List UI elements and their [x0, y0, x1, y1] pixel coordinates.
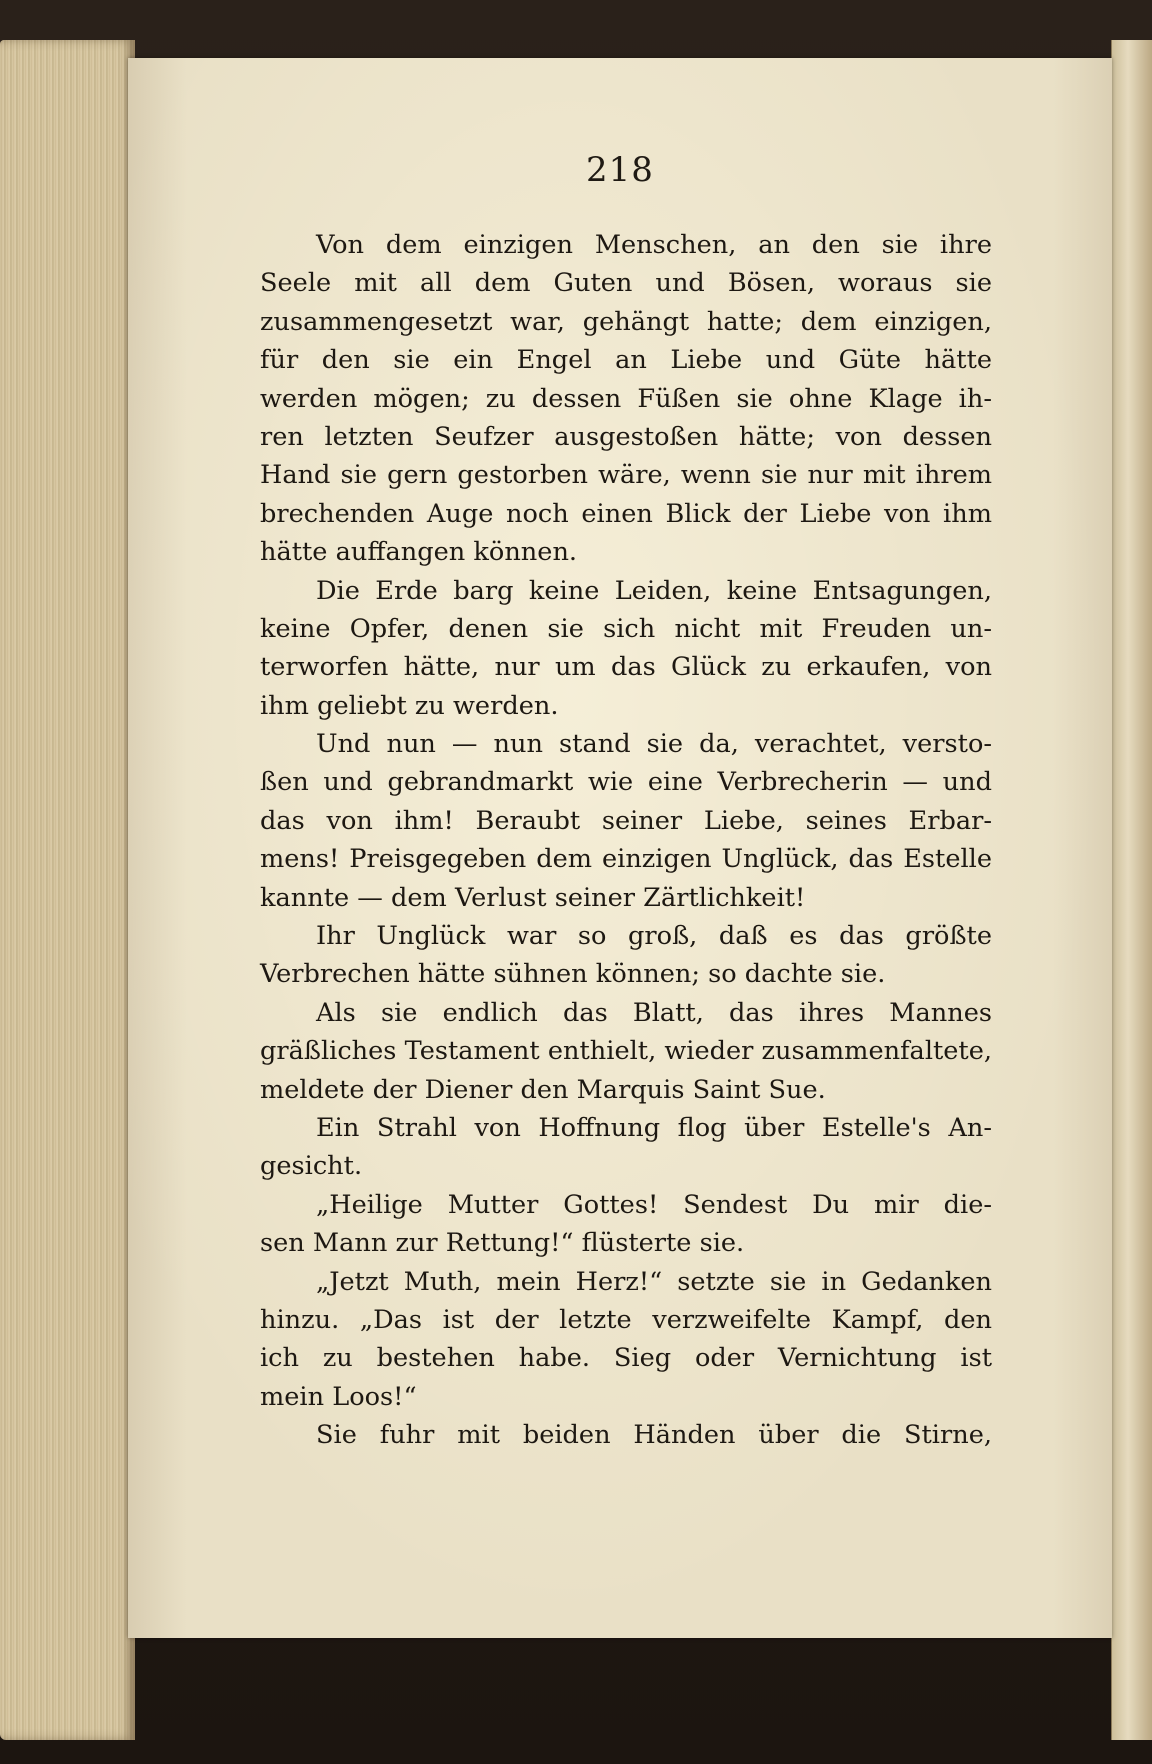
text-line: keine Opfer, denen sie sich nicht mit Freuden un-: [260, 613, 992, 644]
text-line: „Heilige Mutter Gottes! Sendest Du mir die-: [316, 1189, 992, 1220]
book-page-edges: [0, 40, 135, 1740]
text-line: ßen und gebrandmarkt wie eine Verbrecherin — und: [260, 767, 992, 798]
text-line: Und nun — nun stand sie da, verachtet, versto-: [316, 729, 992, 760]
text-line: Sie fuhr mit beiden Händen über die Stirne,: [316, 1420, 992, 1451]
page-number: 218: [586, 150, 654, 190]
text-line: ich zu bestehen habe. Sieg oder Vernichtung ist: [260, 1343, 992, 1374]
text-line: das von ihm! Beraubt seiner Liebe, seines Erbar-: [260, 805, 992, 836]
text-line: zusammengesetzt war, gehängt hatte; dem einzigen,: [260, 306, 992, 337]
text-line: werden mögen; zu dessen Füßen sie ohne Klage ih-: [260, 383, 992, 414]
text-line: Ein Strahl von Hoffnung flog über Estelle's An-: [316, 1112, 992, 1143]
body-text: [260, 226, 992, 1455]
text-line: mein Loos!“: [260, 1381, 417, 1412]
text-line: mens! Preisgegeben dem einzigen Unglück, das Estelle: [260, 844, 992, 875]
text-line: kannte — dem Verlust seiner Zärtlichkeit!: [260, 882, 806, 913]
text-line: Verbrechen hätte sühnen können; so dachte sie.: [260, 959, 886, 990]
text-line: hätte auffangen können.: [260, 537, 578, 568]
text-line: meldete der Diener den Marquis Saint Sue.: [260, 1074, 826, 1105]
text-line: Ihr Unglück war so groß, daß es das größte: [316, 921, 992, 952]
text-line: ihm geliebt zu werden.: [260, 690, 559, 721]
text-line: Von dem einzigen Menschen, an den sie ihre: [316, 230, 992, 260]
text-line: brechenden Auge noch einen Blick der Liebe von ihm: [260, 498, 992, 529]
text-line: Die Erde barg keine Leiden, keine Entsagungen,: [316, 575, 992, 606]
text-line: gesicht.: [260, 1151, 363, 1182]
book-right-edge: [1111, 40, 1152, 1740]
text-line: hinzu. „Das ist der letzte verzweifelte Kampf, den: [260, 1304, 992, 1335]
text-line: ren letzten Seufzer ausgestoßen hätte; von dessen: [260, 421, 992, 452]
text-line: Seele mit all dem Guten und Bösen, woraus sie: [260, 268, 992, 299]
text-line: Als sie endlich das Blatt, das ihres Mannes: [316, 997, 992, 1028]
text-line: sen Mann zur Rettung!“ flüsterte sie.: [260, 1228, 745, 1259]
text-line: „Jetzt Muth, mein Herz!“ setzte sie in Gedanken: [316, 1266, 992, 1297]
text-line: Hand sie gern gestorben wäre, wenn sie nur mit ihrem: [260, 460, 992, 491]
text-line: für den sie ein Engel an Liebe und Güte hätte: [260, 345, 992, 376]
text-line: gräßliches Testament enthielt, wieder zusammenfaltete,: [260, 1036, 992, 1067]
text-line: terworfen hätte, nur um das Glück zu erkaufen, von: [260, 652, 992, 683]
book-page: [128, 58, 1112, 1638]
